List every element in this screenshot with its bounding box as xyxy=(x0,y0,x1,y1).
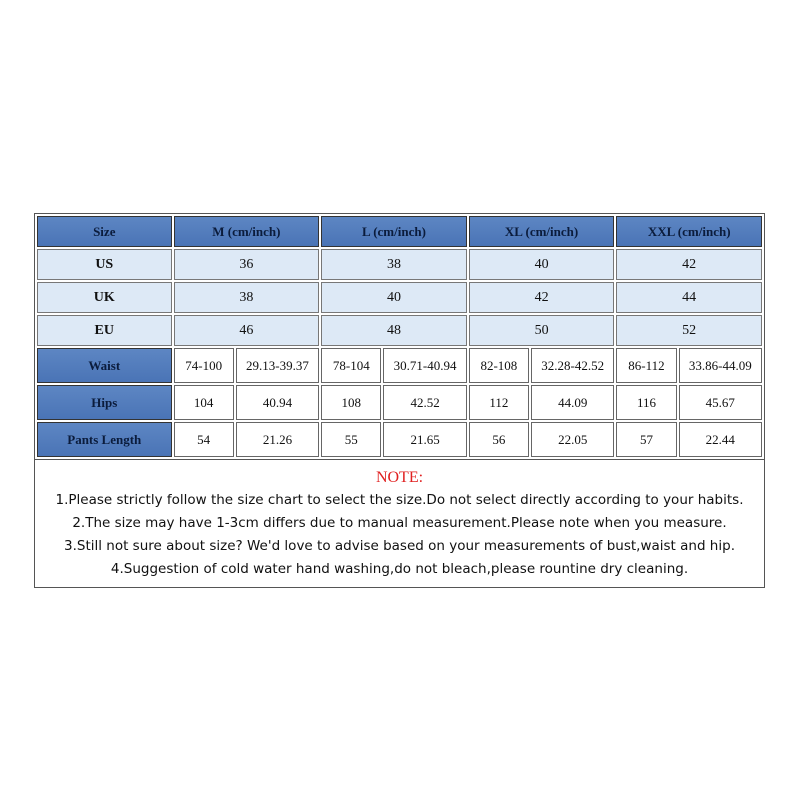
row-label-uk: UK xyxy=(37,282,172,313)
table-cell: 78-104 xyxy=(321,348,381,383)
table-cell: 45.67 xyxy=(679,385,762,420)
note-line-3: 3.Still not sure about size? We'd love to advise based on your measurements of bust,waist and hip. xyxy=(64,538,735,554)
table-cell: 40 xyxy=(321,282,467,313)
table-cell: 40.94 xyxy=(236,385,319,420)
table-cell: 116 xyxy=(616,385,676,420)
note-line-4: 4.Suggestion of cold water hand washing,do not bleach,please rountine dry cleaning. xyxy=(110,561,689,577)
table-header-row xyxy=(37,216,762,247)
table-cell: 82-108 xyxy=(469,348,529,383)
table-cell: 46 xyxy=(174,315,320,346)
table-cell: 38 xyxy=(321,249,467,280)
row-label-hips: Hips xyxy=(37,385,172,420)
table-cell: 36 xyxy=(174,249,320,280)
table-cell: 54 xyxy=(174,422,234,457)
table-row-us xyxy=(37,249,762,280)
table-cell: 52 xyxy=(616,315,762,346)
table-row-waist xyxy=(37,348,762,383)
column-header-size: Size xyxy=(37,216,172,247)
table-cell: 32.28-42.52 xyxy=(531,348,614,383)
table-cell: 48 xyxy=(321,315,467,346)
table-cell: 42.52 xyxy=(383,385,466,420)
table-cell: 86-112 xyxy=(616,348,676,383)
table-cell: 42 xyxy=(616,249,762,280)
column-header-xxl: XXL (cm/inch) xyxy=(616,216,762,247)
table-cell: 112 xyxy=(469,385,529,420)
note-line-2: 2.The size may have 1-3cm differs due to manual measurement.Please note when you measure. xyxy=(72,515,727,531)
table-cell: 40 xyxy=(469,249,615,280)
table-cell: 33.86-44.09 xyxy=(679,348,762,383)
table-cell: 21.26 xyxy=(236,422,319,457)
table-cell: 21.65 xyxy=(383,422,466,457)
table-cell: 22.05 xyxy=(531,422,614,457)
table-cell: 57 xyxy=(616,422,676,457)
table-cell: 56 xyxy=(469,422,529,457)
table-cell: 30.71-40.94 xyxy=(383,348,466,383)
row-label-waist: Waist xyxy=(37,348,172,383)
table-cell: 50 xyxy=(469,315,615,346)
table-cell: 44 xyxy=(616,282,762,313)
notes-box xyxy=(34,460,765,588)
table-cell: 74-100 xyxy=(174,348,234,383)
table-cell: 55 xyxy=(321,422,381,457)
table-cell: 38 xyxy=(174,282,320,313)
row-label-pants-length: Pants Length xyxy=(37,422,172,457)
table-cell: 108 xyxy=(321,385,381,420)
table-row-eu xyxy=(37,315,762,346)
size-table xyxy=(34,213,765,460)
column-header-m: M (cm/inch) xyxy=(174,216,320,247)
table-row-pants-length xyxy=(37,422,762,457)
row-label-us: US xyxy=(37,249,172,280)
note-line-1: 1.Please strictly follow the size chart to select the size.Do not select directly according to your habits. xyxy=(55,492,744,508)
row-label-eu: EU xyxy=(37,315,172,346)
table-cell: 29.13-39.37 xyxy=(236,348,319,383)
column-header-xl: XL (cm/inch) xyxy=(469,216,615,247)
table-row-uk xyxy=(37,282,762,313)
table-cell: 42 xyxy=(469,282,615,313)
size-chart xyxy=(34,213,765,588)
table-row-hips xyxy=(37,385,762,420)
column-header-l: L (cm/inch) xyxy=(321,216,467,247)
notes-title: NOTE: xyxy=(375,469,424,486)
table-cell: 44.09 xyxy=(531,385,614,420)
table-cell: 22.44 xyxy=(679,422,762,457)
table-cell: 104 xyxy=(174,385,234,420)
